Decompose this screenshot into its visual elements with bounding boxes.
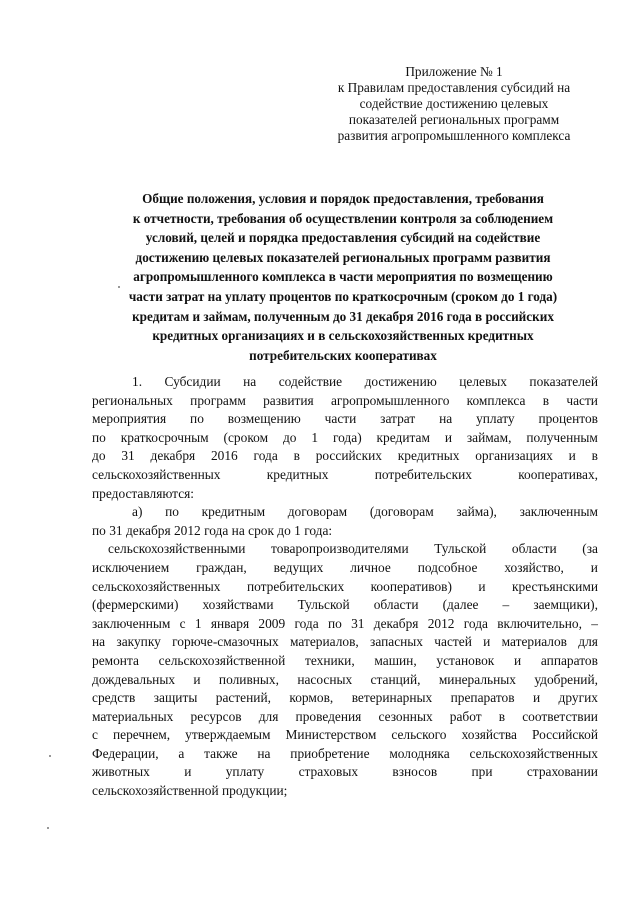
body-word: 1: [311, 429, 319, 445]
body-line: [92, 522, 598, 541]
body-word: договорам: [287, 504, 348, 520]
body-word: до: [92, 448, 106, 464]
appendix-line: к Правилам предоставления субсидий на: [337, 80, 571, 95]
body-word: сезонных: [378, 708, 433, 724]
body-word: личное: [350, 559, 391, 575]
body-line: [92, 503, 598, 522]
body-word: перечнем,: [113, 727, 171, 743]
body-word: включительно,: [497, 615, 582, 631]
body-word: также: [204, 745, 238, 761]
body-word: для: [258, 708, 279, 724]
body-word: –: [591, 615, 598, 631]
body-word: целевых: [459, 374, 507, 389]
body-word: 2009: [258, 615, 286, 631]
body-text: предоставляются:: [92, 485, 195, 501]
body-line: [92, 652, 598, 671]
body-line: [92, 726, 598, 745]
body-word: станций,: [370, 671, 421, 687]
body-word: декабря: [373, 615, 419, 631]
body-word: и: [444, 429, 452, 445]
appendix-line: Приложение № 1: [405, 64, 503, 79]
body-word: взносов: [392, 764, 438, 780]
body-word: ведущих: [273, 559, 324, 575]
body-line: [92, 410, 598, 429]
body-word: уплату: [225, 764, 265, 780]
body-word: ремонта: [92, 652, 139, 668]
body-word: для: [578, 634, 598, 650]
body-word: достижению: [364, 374, 437, 389]
document-title: [86, 189, 600, 365]
body-word: с: [92, 727, 98, 743]
body-line: [92, 466, 598, 485]
title-line: потребительских кооперативах: [249, 347, 437, 363]
body-word: на: [257, 745, 271, 761]
body-word: граждан,: [196, 559, 247, 575]
body-word: кормов,: [289, 690, 334, 706]
body-word: в: [542, 392, 550, 408]
body-word: поливных,: [218, 671, 279, 687]
body-word: в: [498, 708, 506, 724]
body-word: –: [502, 597, 510, 613]
body-line: [92, 578, 598, 597]
body-word: частей: [434, 634, 472, 650]
title-line: агропромышленного комплекса в части мероприятия по возмещению: [133, 269, 553, 285]
body-word: 2016: [210, 448, 238, 464]
body-word: хозяйство,: [504, 559, 564, 575]
body-line: [92, 745, 598, 764]
body-word: программ: [190, 392, 246, 408]
body-word: проведения: [295, 708, 362, 724]
body-word: возмещению: [227, 411, 301, 427]
body-line: [92, 708, 598, 727]
body-word: горюче-смазочных: [172, 634, 279, 650]
title-line: условий, целей и порядка предоставления субсидий на содействие: [145, 230, 541, 246]
body-word: соответствии: [522, 708, 598, 724]
body-word: в: [293, 448, 300, 464]
body-word: и: [568, 448, 576, 464]
body-line: [92, 633, 598, 652]
body-line: [92, 447, 598, 466]
body-word: 1: [194, 615, 202, 631]
body-word: займа),: [456, 504, 497, 520]
body-word: по: [92, 429, 106, 445]
body-word: кредитным: [201, 504, 266, 520]
body-word: декабря: [150, 448, 196, 464]
body-word: сельскохозяйственными: [108, 541, 246, 557]
body-word: показателей: [529, 374, 598, 389]
body-word: молодняка: [389, 745, 450, 761]
scan-speck: [118, 286, 120, 288]
scan-speck: [47, 827, 49, 829]
body-word: подсобное: [417, 559, 478, 575]
body-word: 31: [351, 615, 365, 631]
body-word: на: [439, 411, 453, 427]
body-word: ветеринарных: [351, 690, 433, 706]
body-word: хозяйства: [461, 727, 517, 743]
body-word: уплату: [476, 411, 515, 427]
body-word: и: [532, 690, 541, 706]
body-word: на: [243, 374, 257, 389]
body-word: региональных: [92, 392, 173, 408]
body-word: материалов,: [290, 634, 359, 650]
body-word: года: [463, 615, 488, 631]
body-line: [92, 485, 598, 504]
body-word: кредитам: [376, 429, 430, 445]
title-line: Общие положения, условия и порядок предоставления, требования: [142, 191, 544, 206]
body-word: материальных: [92, 708, 174, 724]
body-word: сельскохозяйственных: [92, 578, 221, 594]
title-line: кредитных организациях и в сельскохозяйственных кредитных: [152, 328, 534, 344]
body-word: (фермерскими): [92, 597, 179, 613]
body-word: комплекса: [466, 392, 526, 408]
body-word: средств: [92, 690, 136, 706]
title-line: достижению целевых показателей региональных программ развития: [135, 249, 551, 265]
body-word: заемщики),: [533, 597, 598, 613]
body-word: сельскохозяйственных: [92, 466, 221, 482]
appendix-line: содействие достижению целевых: [359, 96, 549, 111]
body-word: минеральных: [438, 671, 516, 687]
appendix-line: показателей региональных программ: [348, 112, 560, 127]
body-word: Министерством: [285, 727, 377, 743]
body-word: и: [590, 559, 598, 575]
body-word: заключенным: [92, 615, 171, 631]
body-word: процентов: [538, 411, 598, 427]
body-word: материалов: [501, 634, 568, 650]
body-word: Тульской: [434, 541, 487, 557]
body-word: запасных: [370, 634, 423, 650]
body-word: и: [514, 652, 522, 668]
body-word: затрат: [380, 411, 416, 427]
body-word: сельскохозяйственных: [469, 745, 598, 761]
body-line: [92, 671, 598, 690]
body-word: области: [373, 597, 419, 613]
body-word: аппаратов: [540, 652, 598, 668]
body-word: Федерации,: [92, 745, 159, 761]
body-line: [92, 392, 598, 411]
body-word: хозяйствами: [202, 597, 274, 613]
body-word: установок: [436, 652, 495, 668]
appendix-line: развития агропромышленного комплекса: [337, 128, 571, 143]
body-line: [92, 615, 598, 634]
body-word: закупку: [116, 634, 161, 650]
body-word: кредитных: [266, 466, 329, 482]
appendix-header: [320, 64, 588, 144]
body-word: развития: [263, 392, 314, 408]
body-word: (договорам: [369, 504, 434, 520]
body-word: страховых: [298, 764, 359, 780]
body-word: приобретение: [290, 745, 370, 761]
body-word: (за: [582, 541, 598, 557]
body-text: по 31 декабря 2012 года на срок до 1 года:: [92, 522, 333, 538]
body-word: страховании: [526, 764, 598, 780]
body-word: и: [193, 671, 201, 687]
title-line: части затрат на уплату процентов по краткосрочным (сроком до 1 года): [128, 288, 558, 304]
body-word: Российской: [532, 727, 598, 743]
body-word: 1.: [132, 374, 143, 389]
body-word: полученным: [526, 429, 598, 445]
body-word: на: [92, 634, 106, 650]
body-word: года: [253, 448, 278, 464]
body-word: исключением: [92, 559, 170, 575]
body-word: дождевальных: [92, 671, 176, 687]
body-word: потребительских: [374, 466, 472, 482]
body-word: кооперативах,: [518, 466, 598, 482]
body-word: (далее: [442, 597, 479, 613]
body-line: [92, 429, 598, 448]
body-word: сельскохозяйственной: [158, 652, 286, 668]
body-word: года: [294, 615, 319, 631]
body-word: займам,: [466, 429, 512, 445]
body-word: содействие: [278, 374, 343, 389]
body-word: по: [190, 411, 204, 427]
body-line: [92, 782, 598, 801]
body-word: и: [483, 634, 491, 650]
body-word: работ: [449, 708, 482, 724]
body-line: [92, 373, 598, 392]
title-line: кредитам и займам, полученным до 31 декабря 2016 года в российских: [132, 308, 554, 324]
body-word: части: [324, 411, 357, 427]
body-word: препаратов: [450, 690, 515, 706]
body-word: и: [184, 764, 192, 780]
document-body: [92, 373, 598, 801]
body-word: утверждаемым: [185, 727, 271, 743]
body-line: [92, 540, 598, 559]
body-text: сельскохозяйственной продукции;: [92, 783, 288, 799]
body-word: с: [179, 615, 186, 631]
body-word: 2012: [427, 615, 455, 631]
title-line: к отчетности, требования об осуществлении контроля за соблюдением: [132, 210, 554, 226]
body-word: Субсидии: [164, 374, 221, 389]
body-word: потребительских: [246, 578, 345, 594]
body-word: техники,: [305, 652, 355, 668]
body-line: [92, 763, 598, 782]
body-word: и: [478, 578, 486, 594]
body-word: по: [165, 504, 179, 520]
body-word: машин,: [374, 652, 417, 668]
body-word: растений,: [215, 690, 271, 706]
body-word: заключенным: [519, 504, 598, 520]
body-line: [92, 559, 598, 578]
body-word: организациях: [475, 448, 553, 464]
body-word: Тульской: [297, 597, 350, 613]
body-word: при: [471, 764, 493, 780]
body-word: года): [332, 429, 362, 445]
body-word: сельского: [391, 727, 447, 743]
body-word: области: [511, 541, 557, 557]
body-word: мероприятия: [92, 411, 167, 427]
body-word: насосных: [297, 671, 353, 687]
body-word: товаропроизводителями: [271, 541, 409, 557]
body-word: кооперативов): [370, 578, 452, 594]
body-word: российских: [315, 448, 382, 464]
body-word: защиты: [153, 690, 198, 706]
body-word: 31: [121, 448, 135, 464]
body-line: [92, 596, 598, 615]
body-word: в: [591, 448, 598, 464]
body-word: агропромышленного: [330, 392, 450, 408]
body-word: крестьянскими: [512, 578, 598, 594]
body-word: а: [178, 745, 185, 761]
body-word: других: [558, 690, 598, 706]
body-word: ресурсов: [190, 708, 242, 724]
scan-speck: [49, 755, 51, 757]
body-word: части: [566, 392, 598, 408]
body-word: января: [210, 615, 250, 631]
body-word: животных: [92, 764, 150, 780]
body-word: а): [132, 504, 143, 520]
body-word: (сроком: [223, 429, 269, 445]
body-word: краткосрочным: [120, 429, 209, 445]
body-word: кредитных: [397, 448, 460, 464]
body-word: по: [327, 615, 342, 631]
body-word: удобрений,: [534, 671, 598, 687]
body-word: до: [282, 429, 297, 445]
body-line: [92, 689, 598, 708]
